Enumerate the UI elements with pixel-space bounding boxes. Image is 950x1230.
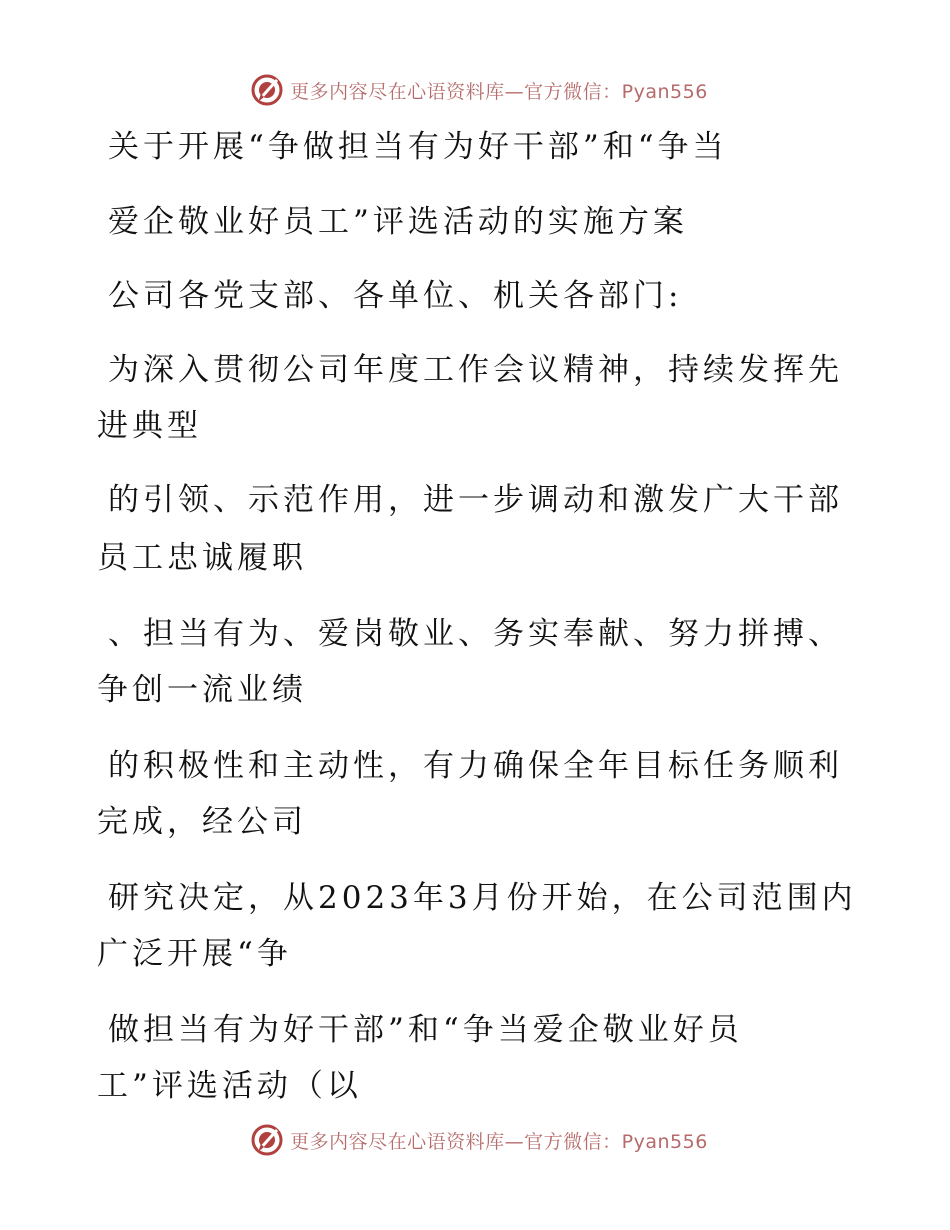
- doc-line: 广泛开展“争: [97, 936, 292, 972]
- doc-line: 争创一流业绩: [97, 672, 307, 708]
- doc-line: 的积极性和主动性，有力确保全年目标任务顺利: [108, 748, 843, 784]
- doc-line: 公司各党支部、各单位、机关各部门:: [108, 278, 683, 314]
- footer-banner-text: 更多内容尽在心语资料库—官方微信：Pyan556: [290, 1130, 708, 1153]
- doc-line: 进典型: [97, 408, 202, 444]
- footer-banner: [0, 1120, 950, 1160]
- doc-line: 工”评选活动（以: [97, 1068, 362, 1104]
- doc-line: 爱企敬业好员工”评选活动的实施方案: [108, 204, 688, 240]
- doc-line: 为深入贯彻公司年度工作会议精神，持续发挥先: [108, 352, 843, 388]
- header-banner-text: 更多内容尽在心语资料库—官方微信：Pyan556: [290, 80, 708, 103]
- doc-line: 、担当有为、爱岗敬业、务实奉献、努力拼搏、: [108, 616, 843, 652]
- doc-line: 关于开展“争做担当有为好干部”和“争当: [108, 129, 728, 165]
- doc-line: 的引领、示范作用，进一步调动和激发广大干部: [108, 482, 843, 518]
- pen-logo-icon: [250, 1123, 284, 1157]
- doc-line: 研究决定，从2023年3月份开始，在公司范围内: [108, 880, 857, 916]
- doc-line: 员工忠诚履职: [97, 540, 307, 576]
- doc-line: 做担当有为好干部”和“争当爱企敬业好员: [108, 1012, 743, 1048]
- footer-banner-inner: [250, 1123, 708, 1157]
- doc-line: 完成，经公司: [97, 804, 307, 840]
